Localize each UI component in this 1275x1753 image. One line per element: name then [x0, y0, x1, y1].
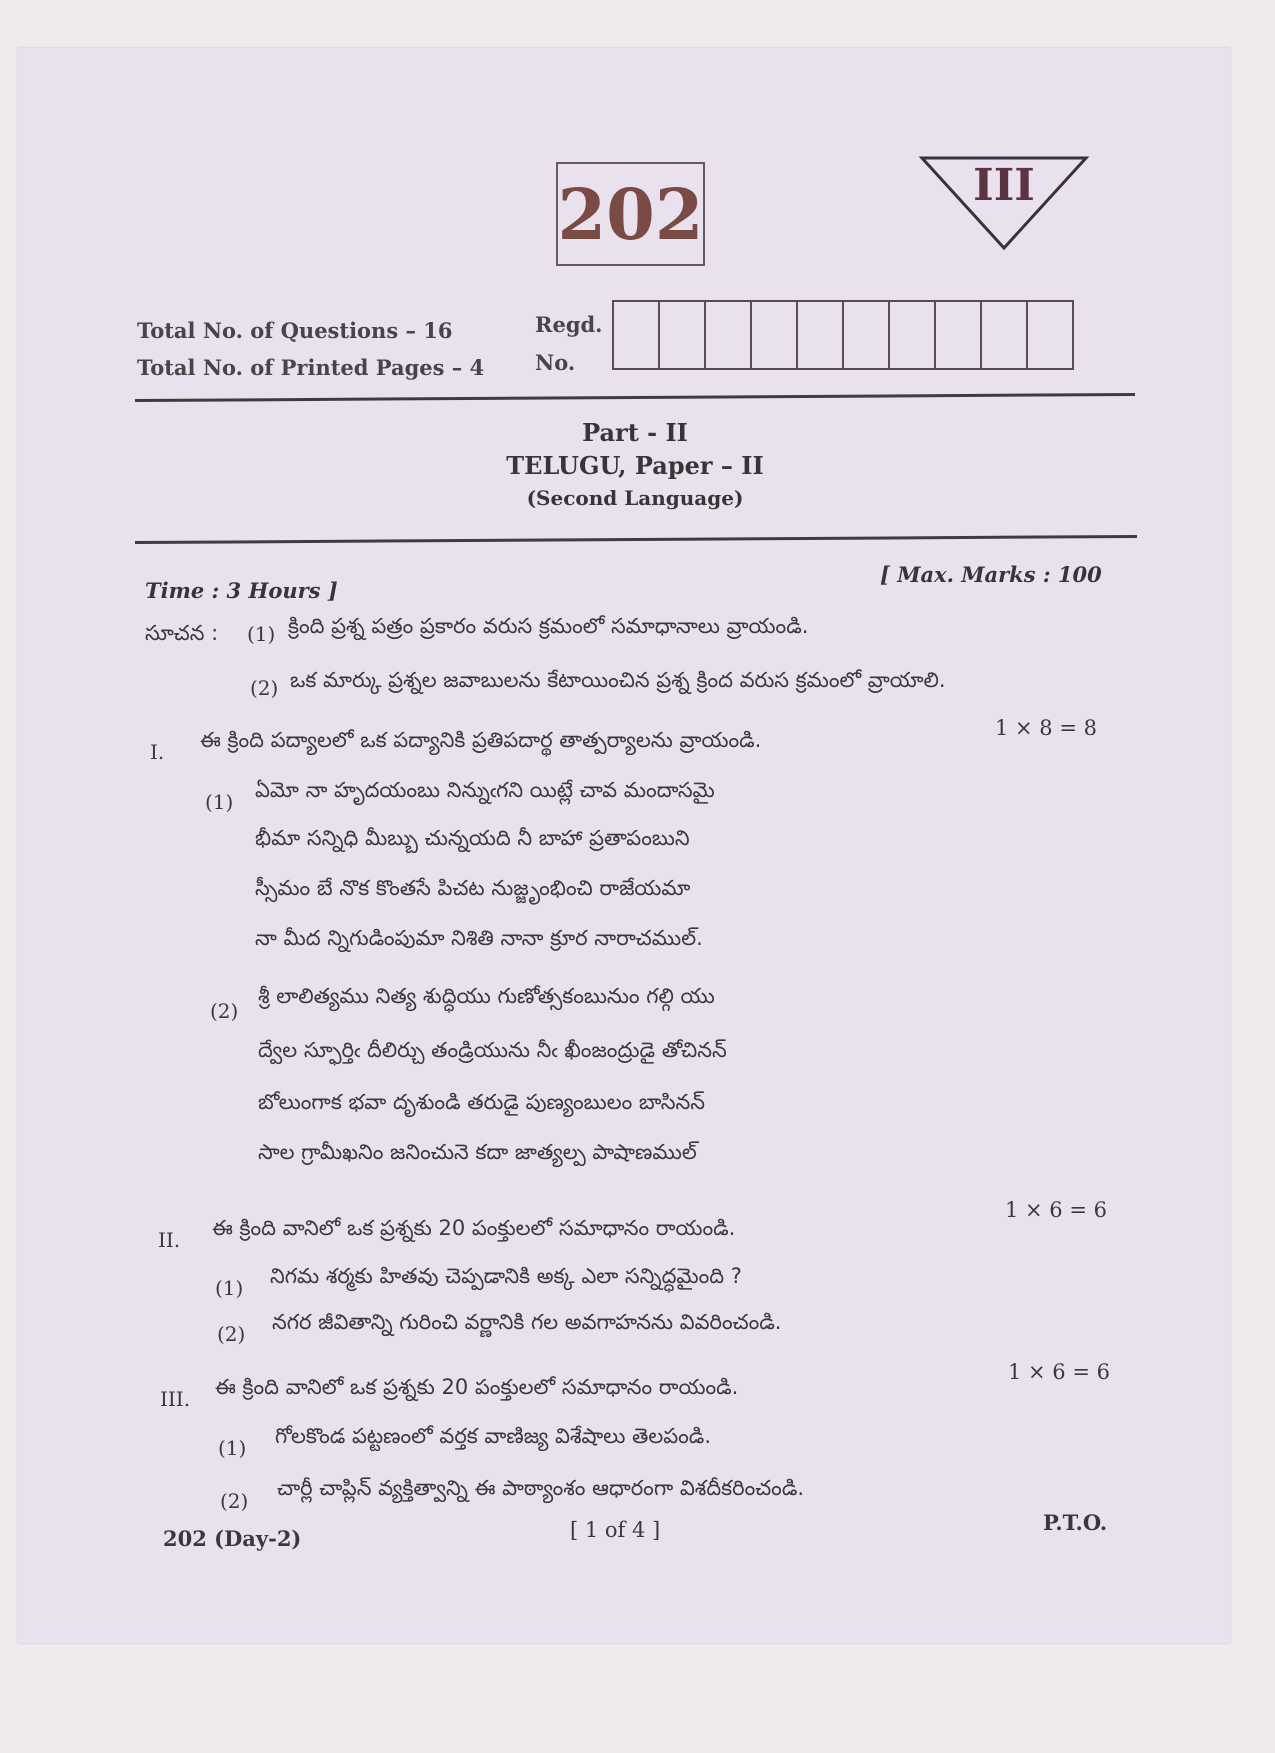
total-questions: Total No. of Questions – 16 — [137, 318, 453, 343]
section-marks: 1 × 8 = 8 — [995, 716, 1097, 740]
paper-code-box: 202 — [556, 162, 705, 266]
poem-line: నా మీద న్నిగుడింపుమా నిశితి నానా క్రూర నారాచముల్. — [255, 926, 703, 950]
section-number: III. — [160, 1387, 191, 1411]
subject-title: TELUGU, Paper – II — [506, 451, 764, 480]
no-label: No. — [535, 350, 576, 375]
regd-cell — [614, 302, 660, 368]
total-pages: Total No. of Printed Pages – 4 — [137, 355, 485, 380]
page-number: [ 1 of 4 ] — [570, 1518, 661, 1542]
max-marks: [ Max. Marks : 100 — [880, 562, 1102, 587]
poem-line: భీమా సన్నిధి మీబ్బు చున్నయది నీ బాహా ప్రతాపంబుని — [255, 826, 690, 850]
regd-label: Regd. — [535, 312, 603, 337]
section-question: ఈ క్రింది వానిలో ఒక ప్రశ్నకు 20 పంక్తులలో సమాధానం రాయండి. — [215, 1375, 739, 1399]
poem-line: ద్వేల స్ఫూర్తిఁ దీలిర్చు తండ్రియును నీఁ ఖీంజంద్రుడై తోచినన్ — [258, 1038, 727, 1062]
poem-line: సాల గ్రామీఖనిం జనించునె కదా జాత్యల్ప పాషాణముల్ — [258, 1140, 697, 1164]
regd-cell — [1028, 302, 1074, 368]
section-number: I. — [150, 740, 165, 764]
regd-cell — [798, 302, 844, 368]
regd-cell — [936, 302, 982, 368]
regd-cell — [844, 302, 890, 368]
poem-line: బోలుంగాక భవా దృశుండి తరుడై పుణ్యంబులం బాసినన్ — [258, 1090, 705, 1114]
language-title: (Second Language) — [526, 486, 744, 510]
set-number: III — [973, 160, 1035, 211]
poem-number: (2) — [210, 999, 239, 1023]
item-text: నగర జీవితాన్ని గురించి వర్ణానికి గల అవగాహనను వివరించండి. — [272, 1310, 782, 1334]
instructions-label: సూచన : — [145, 621, 219, 645]
footer-code: 202 (Day-2) — [163, 1526, 302, 1551]
item-text: చార్లీ చాప్లిన్ వ్యక్తిత్వాన్ని ఈ పాఠ్యాంశం ఆధారంగా విశదీకరించండి. — [277, 1476, 805, 1500]
poem-line: ఏమో నా హృదయంబు నిన్నుఁగని యిట్లే చావ మందాసమై — [255, 778, 715, 802]
regd-cell — [982, 302, 1028, 368]
item-number: (2) — [217, 1322, 246, 1346]
section-number: II. — [158, 1228, 181, 1252]
instruction-text: క్రింది ప్రశ్న పత్రం ప్రకారం వరుస క్రమంలో సమాధానాలు వ్రాయండి. — [288, 614, 809, 638]
regd-cell — [660, 302, 706, 368]
exam-time: Time : 3 Hours ] — [145, 578, 338, 603]
item-number: (1) — [215, 1276, 244, 1300]
instruction-text: ఒక మార్కు ప్రశ్నల జవాబులను కేటాయించిన ప్రశ్న క్రింద వరుస క్రమంలో వ్రాయాలి. — [290, 668, 946, 692]
regd-cell — [890, 302, 936, 368]
instruction-number: (2) — [250, 676, 279, 700]
instruction-number: (1) — [247, 622, 276, 646]
section-question: ఈ క్రింది పద్యాలలో ఒక పద్యానికి ప్రతిపదార్థ తాత్పర్యాలను వ్రాయండి. — [200, 728, 762, 752]
item-text: గోలకొండ పట్టణంలో వర్తక వాణిజ్య విశేషాలు తెలపండి. — [275, 1424, 712, 1448]
item-number: (1) — [218, 1436, 247, 1460]
part-title: Part - II — [582, 418, 688, 447]
regd-number-grid — [612, 300, 1074, 370]
section-question: ఈ క్రింది వానిలో ఒక ప్రశ్నకు 20 పంక్తులలో సమాధానం రాయండి. — [212, 1216, 736, 1240]
poem-line: శ్రీ లాలిత్యము నిత్య శుద్ధియు గుణోత్సకంబునుం గల్గి యు — [258, 984, 715, 1008]
poem-number: (1) — [205, 790, 234, 814]
pto-label: P.T.O. — [1043, 1510, 1108, 1535]
section-marks: 1 × 6 = 6 — [1008, 1360, 1110, 1384]
regd-cell — [752, 302, 798, 368]
regd-cell — [706, 302, 752, 368]
section-marks: 1 × 6 = 6 — [1005, 1198, 1107, 1222]
item-text: నిగమ శర్మకు హితవు చెప్పడానికి అక్క ఎలా సన్నిద్ధమైంది ? — [270, 1264, 742, 1288]
poem-line: స్సీమం బే నొక కొంతసే పిచట నుజ్జృంభించి రాజేయమా — [255, 876, 691, 900]
item-number: (2) — [220, 1489, 249, 1513]
